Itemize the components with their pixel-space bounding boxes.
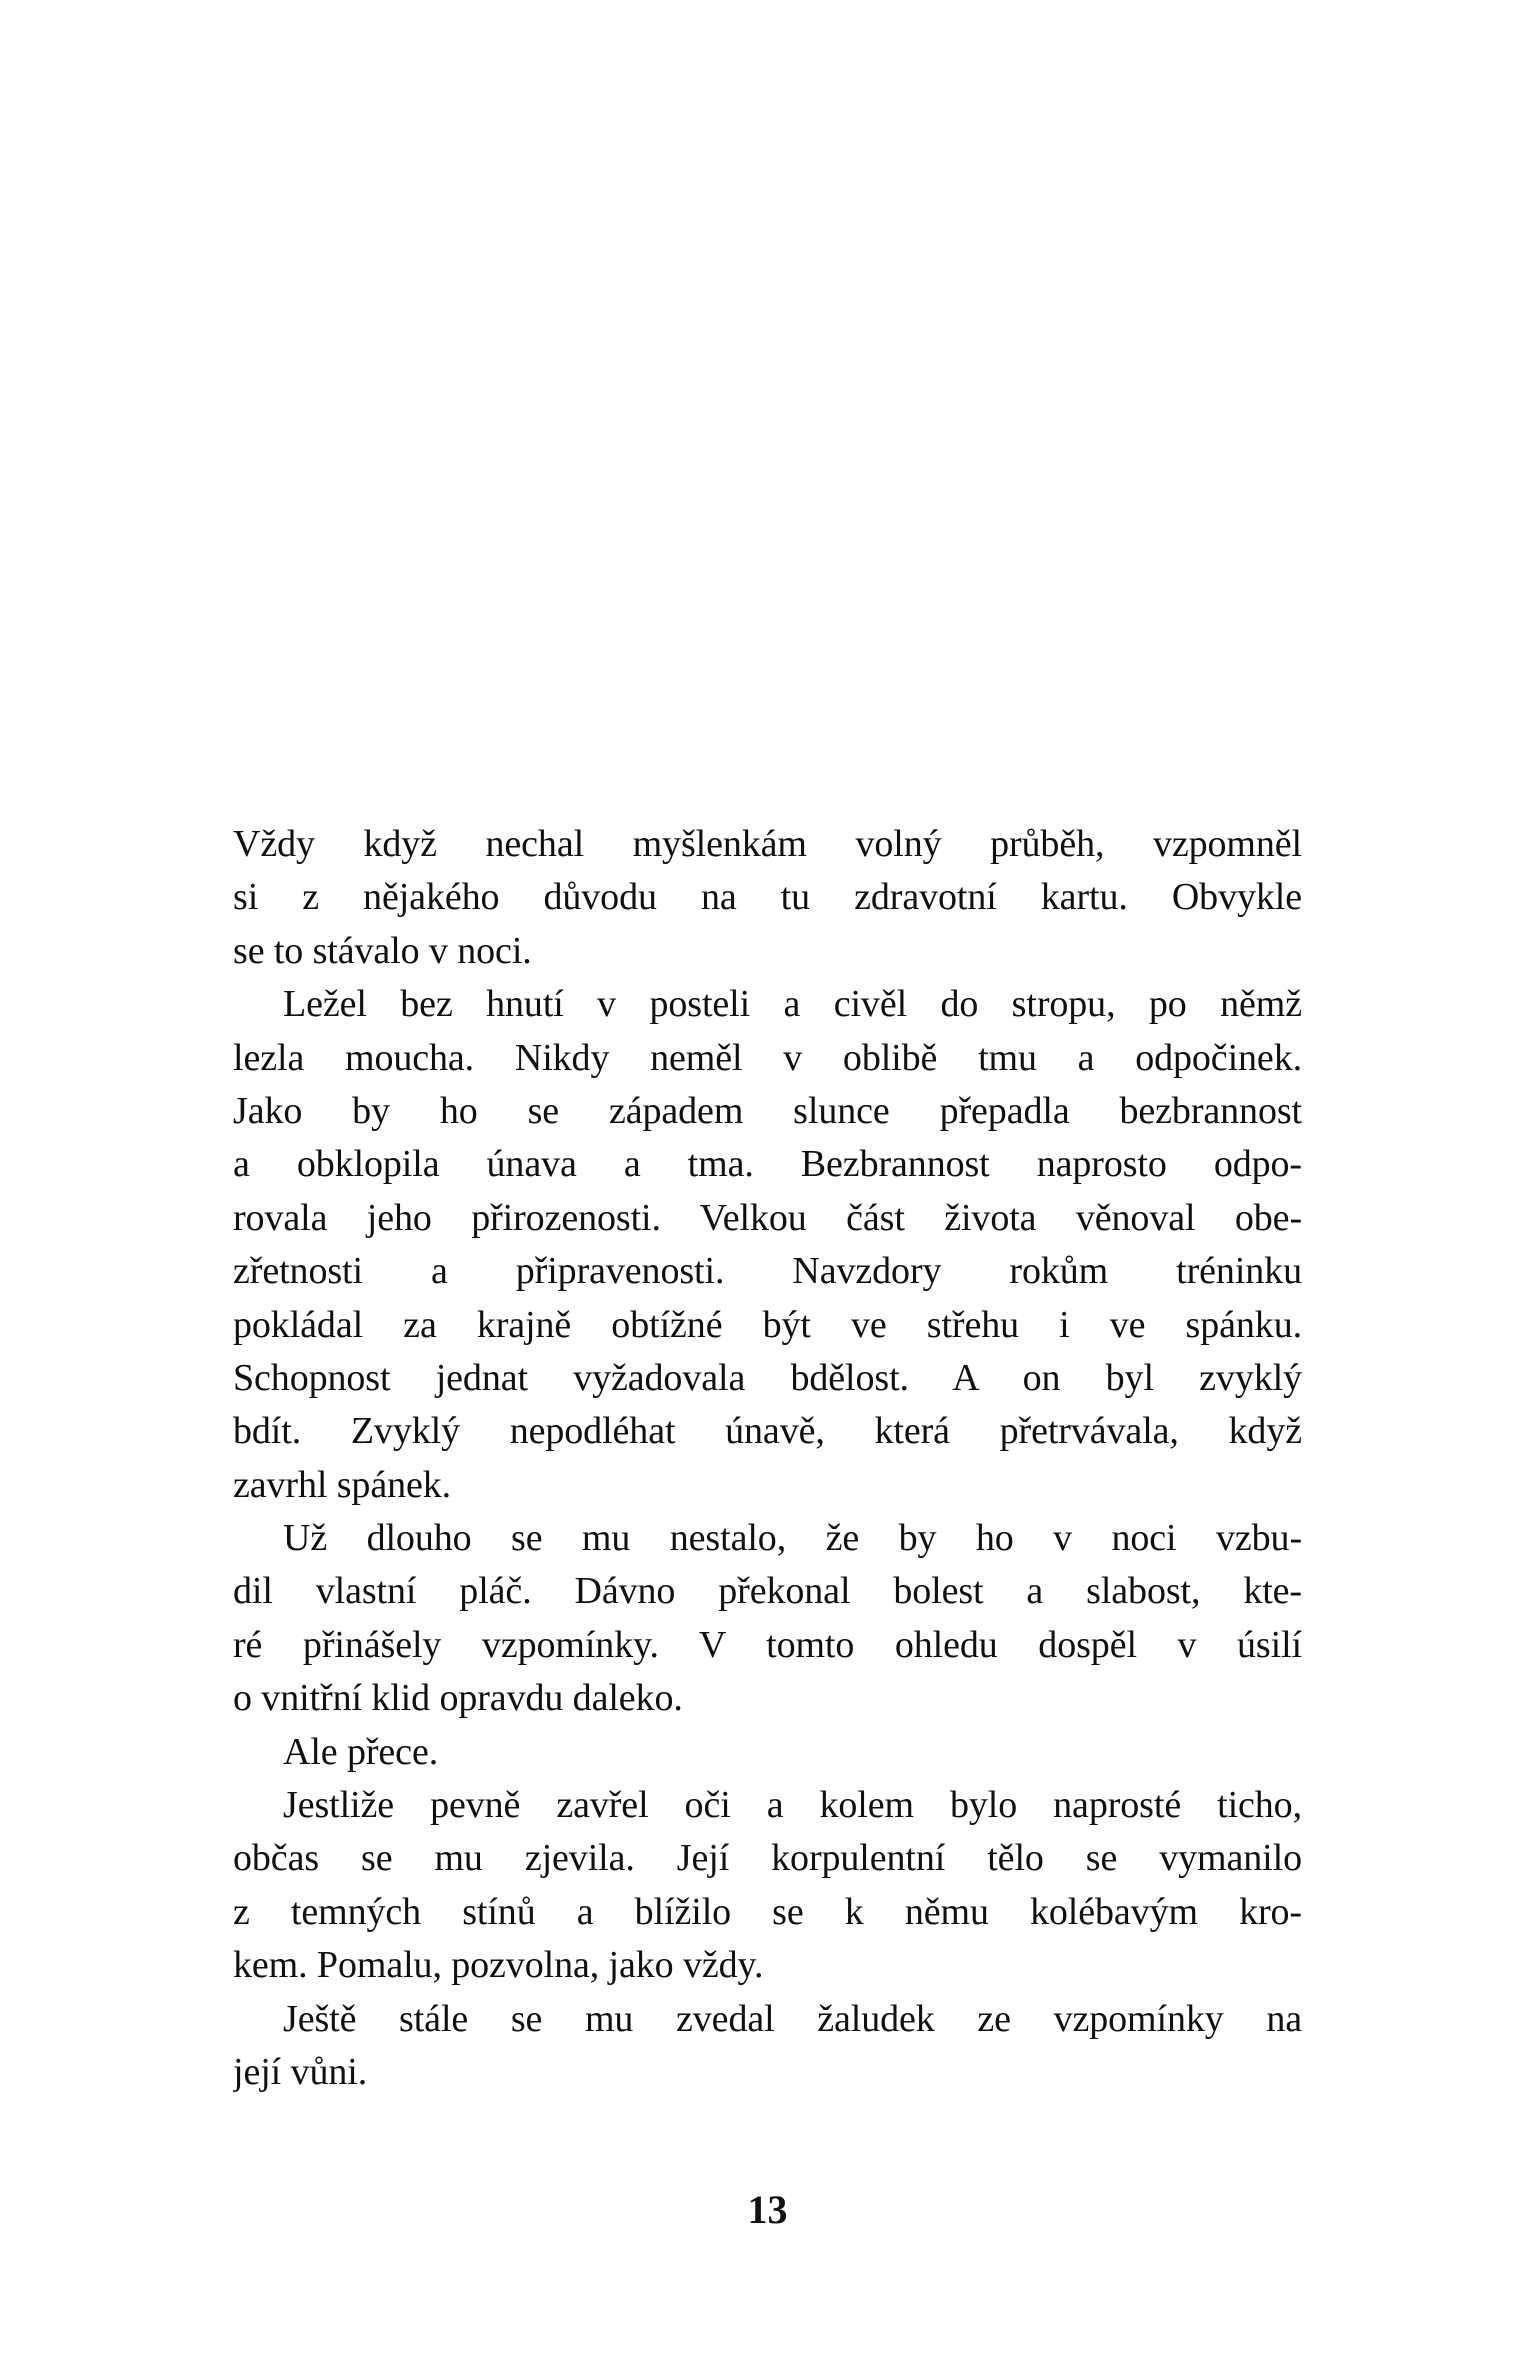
paragraph	[233, 1779, 1302, 1993]
text-line: Ležel bez hnutí v posteli a civěl do stropu, po němž	[283, 983, 1302, 1026]
text-line: občas se mu zjevila. Její korpulentní tělo se vymanilo	[233, 1837, 1302, 1880]
text-line: a obklopila únava a tma. Bezbrannost naprosto odpo-	[233, 1143, 1302, 1186]
text-line: bdít. Zvyklý nepodléhat únavě, která přetrvávala, když	[233, 1410, 1302, 1453]
paragraph	[233, 1512, 1302, 1726]
text-line: ré přinášely vzpomínky. V tomto ohledu dospěl v úsilí	[233, 1623, 1302, 1666]
text-line: z temných stínů a blížilo se k němu kolébavým kro-	[233, 1890, 1302, 1933]
body-text-block	[233, 818, 1302, 2099]
text-line: si z nějakého důvodu na tu zdravotní kartu. Obvykle	[233, 876, 1302, 919]
text-line: její vůni.	[233, 2050, 368, 2093]
text-line: Už dlouho se mu nestalo, že by ho v noci vzbu-	[283, 1517, 1302, 1560]
text-line: zavrhl spánek.	[233, 1463, 452, 1506]
text-line: dil vlastní pláč. Dávno překonal bolest a slabost, kte-	[233, 1570, 1302, 1613]
text-line: Schopnost jednat vyžadovala bdělost. A on byl zvyklý	[233, 1356, 1302, 1399]
paragraph	[233, 1726, 1302, 1779]
text-line: Jako by ho se západem slunce přepadla bezbrannost	[233, 1089, 1302, 1132]
text-line: Ale přece.	[283, 1730, 439, 1773]
text-line: Ještě stále se mu zvedal žaludek ze vzpomínky na	[283, 1997, 1302, 2040]
text-line: zřetnosti a připravenosti. Navzdory rokům tréninku	[233, 1250, 1302, 1293]
text-line: rovala jeho přirozenosti. Velkou část života věnoval obe-	[233, 1196, 1302, 1239]
text-line: o vnitřní klid opravdu daleko.	[233, 1677, 683, 1720]
paragraph	[233, 1993, 1302, 2100]
paragraph	[233, 978, 1302, 1512]
text-line: lezla moucha. Nikdy neměl v oblibě tmu a odpočinek.	[233, 1036, 1302, 1079]
text-line: kem. Pomalu, pozvolna, jako vždy.	[233, 1944, 764, 1987]
text-line: Jestliže pevně zavřel oči a kolem bylo naprosté ticho,	[283, 1784, 1302, 1827]
text-line: se to stávalo v noci.	[233, 929, 532, 972]
text-line: pokládal za krajně obtížné být ve střehu i ve spánku.	[233, 1303, 1302, 1346]
text-line: Vždy když nechal myšlenkám volný průběh, vzpomněl	[233, 823, 1302, 865]
paragraph	[233, 818, 1302, 978]
page-number: 13	[747, 2187, 788, 2232]
